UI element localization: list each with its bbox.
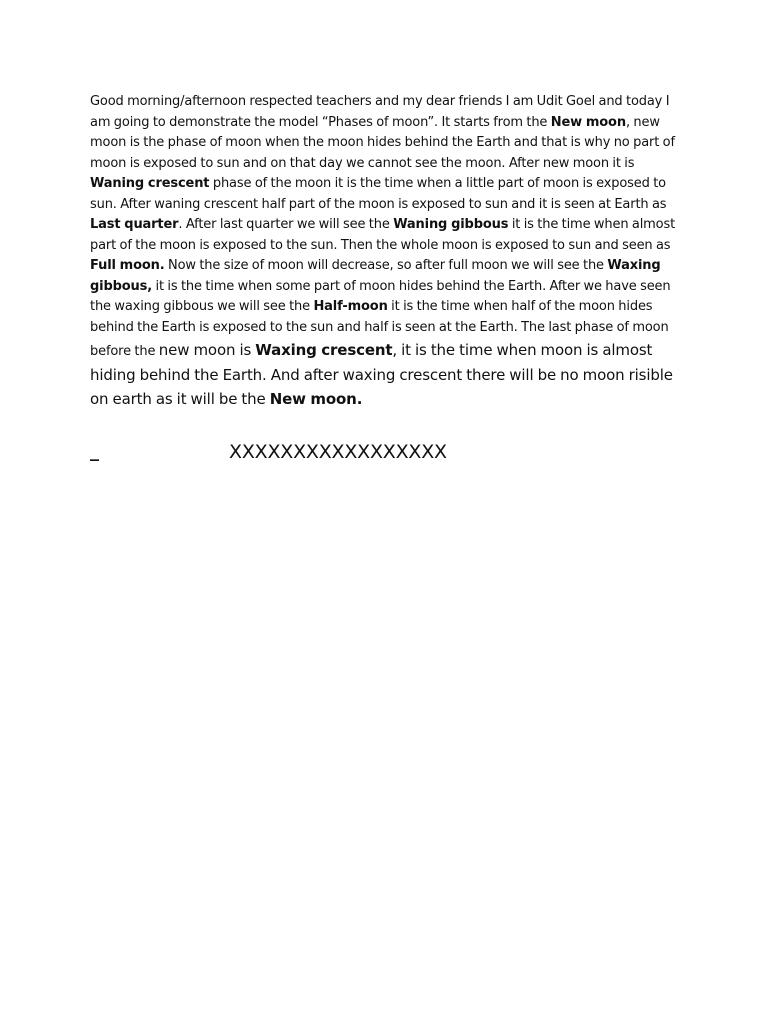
signature-placeholder: XXXXXXXXXXXXXXXXX [229,441,447,463]
speech-segment: , it is the time when moon is almost hiding behind the Earth. And after waxing crescent there will be no moon risible on earth as it will be the [90,341,673,408]
signature-dash: _ [90,441,99,462]
speech-segment: Waxing crescent [255,341,393,359]
signature-row [90,440,690,470]
speech-segment: New moon [550,114,626,130]
speech-segment: new moon is [158,341,256,359]
speech-segment: Now the size of moon will decrease, so after full moon we will see the [164,258,608,273]
speech-segment: Good morning/afternoon respected teachers and my dear friends I am Udit Goel and today I am going to demonstrate the model “Phases of moon”. It starts from the [90,94,670,130]
speech-segment: New moon. [269,390,363,408]
speech-segment: Last quarter [90,217,179,232]
speech-segment: Waning crescent [90,176,210,191]
speech-segment: Waning gibbous [393,217,509,232]
speech-segment: it is the time when some part of moon hides behind the Earth. After we have seen the waxing gibbous we will see the [90,278,671,314]
speech-segment: it is the time when half of the moon hides behind the Earth is exposed to the sun and half is seen at the Earth. The last phase of moon before the [90,299,669,359]
speech-segment: , new moon is the phase of moon when the moon hides behind the Earth and that is why no part of moon is exposed to sun and on that day we cannot see the moon. After new moon it is [90,114,675,171]
speech-segment: Half-moon [313,299,388,314]
speech-segment: phase of the moon it is the time when a little part of moon is exposed to sun. After waning crescent half part of the moon is exposed to sun and it is seen at Earth as [90,176,667,212]
speech-body [90,92,682,412]
speech-segment: it is the time when almost part of the moon is exposed to the sun. Then the whole moon is exposed to sun and seen as [90,217,676,253]
speech-segment: Full moon. [90,258,165,273]
speech-segment: . After last quarter we will see the [178,217,394,232]
speech-paragraph [90,92,682,412]
speech-segment: Waxing gibbous, [90,258,661,294]
